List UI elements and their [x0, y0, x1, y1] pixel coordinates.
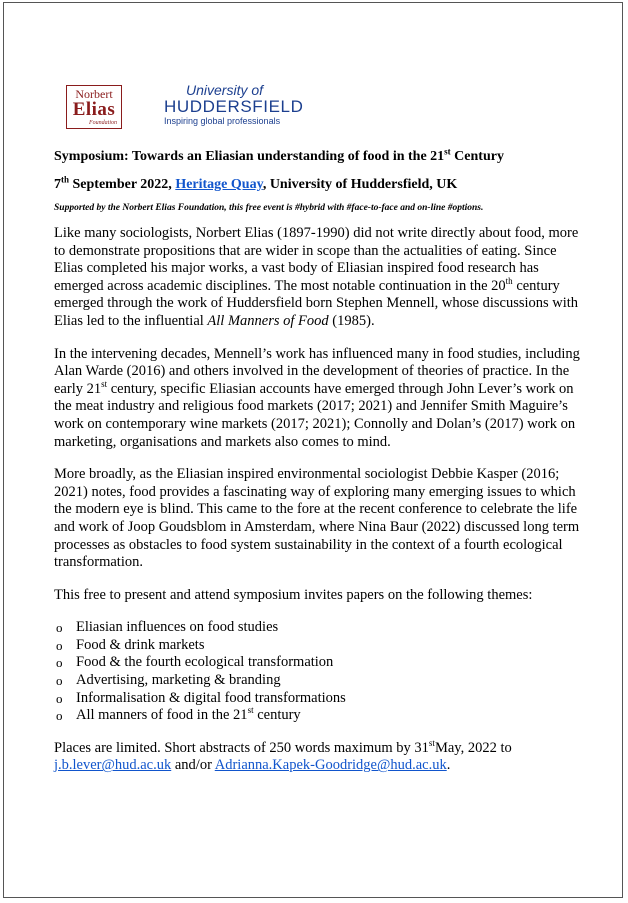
p2-superscript: st: [101, 378, 108, 389]
date-month-year: September 2022,: [69, 177, 176, 192]
theme-item: o Advertising, marketing & branding: [54, 672, 589, 690]
p2-text-a: In the intervening decades, Mennell’s work has influenced many in food studies, including Alan Warde (2016) and others involved in the development of theories of practice. In the early 21: [54, 345, 580, 397]
closing-text-b: May, 2022 to: [434, 739, 512, 756]
logo-text-norbert: Norbert: [75, 87, 113, 101]
theme-6-text-a: All manners of food in the 21: [76, 707, 248, 724]
p1-text-b: century emerged through the work of Huddersfield born Stephen Mennell, whose discussions with Elias led to the influential: [54, 277, 579, 329]
p2-text-b: century, specific Eliasian accounts have emerged through John Lever’s work on the meat industry and religious food markets (2017; 2021) and Jennifer Smith Maguire’s work on contemporary wine markets (2017; 2021); Connolly and Dolan’s (2017) work on marketing, organisations and markets also comes to mind.: [54, 380, 576, 450]
logo-text-university-of: University of: [186, 82, 264, 98]
p1-text-a: Like many sociologists, Norbert Elias (1897-1990) did not write directly about food, more to demonstrate propositions that are wider in scope than the actualities of eating. Since Elias completed his major works, a vast body of Eliasian inspired food research has emerged across academic disciplines. The most notable continuation in the 20: [54, 225, 579, 294]
date-superscript: th: [61, 174, 70, 185]
norbert-elias-foundation-logo: [66, 85, 122, 129]
email-link-kapek-goodridge[interactable]: Adrianna.Kapek-Goodridge@hud.ac.uk: [214, 757, 447, 774]
document-content: [54, 148, 589, 790]
logo-text-tagline: Inspiring global professionals: [164, 116, 281, 126]
theme-item: o Informalisation & digital food transformations: [54, 690, 589, 708]
title-text: Symposium: Towards an Eliasian understanding of food in the 21: [54, 149, 445, 164]
paragraph-more-broadly: More broadly, as the Eliasian inspired environmental sociologist Debbie Kasper (2016; 2021) notes, food provides a fascinating way of exploring many emerging issues to which the modern eye is blind. This came to the fore at the recent conference to celebrate the life and work of Joop Goudsblom in Amsterdam, where Nina Baur (2022) discussed long term processes as obstacles to food system sustainability in the context of a fourth ecological transformation.: [54, 466, 580, 571]
theme-item: o Eliasian influences on food studies: [54, 619, 589, 637]
themes-list: [54, 619, 589, 725]
closing-text-a: Places are limited. Short abstracts of 250 words maximum by 31: [54, 739, 429, 756]
theme-6-superscript: st: [247, 705, 254, 716]
logo-text-foundation: Foundation: [89, 120, 117, 126]
logo-text-huddersfield: HUDDERSFIELD: [164, 97, 304, 116]
closing-period: .: [446, 757, 451, 774]
symposium-title: [54, 148, 589, 166]
support-statement: Supported by the Norbert Elias Foundation, this free event is #hybrid with #face-to-face and on-line #options.: [54, 203, 484, 213]
heritage-quay-link[interactable]: Heritage Quay: [175, 177, 263, 192]
date-day: 7: [54, 177, 61, 192]
closing-superscript: st: [428, 738, 435, 749]
paragraph-intro: [54, 225, 589, 331]
theme-6-text-b: century: [253, 707, 301, 724]
theme-item: [54, 707, 589, 725]
closing-and-or: and/or: [171, 757, 215, 774]
title-superscript: st: [444, 146, 451, 157]
event-date-venue: [54, 176, 589, 194]
email-link-lever[interactable]: j.b.lever@hud.ac.uk: [54, 757, 172, 774]
theme-item: o Food & the fourth ecological transformation: [54, 654, 589, 672]
theme-item: o Food & drink markets: [54, 637, 589, 655]
p1-superscript: th: [505, 275, 513, 286]
title-end-text: Century: [450, 149, 504, 164]
university-of-huddersfield-logo: [164, 82, 304, 126]
paragraph-invitation: This free to present and attend symposium invites papers on the following themes:: [54, 586, 533, 603]
logo-text-elias: Elias: [72, 99, 116, 120]
p1-text-c: (1985).: [328, 312, 375, 329]
paragraph-intervening-decades: [54, 346, 589, 452]
book-title-all-manners-of-food: All Manners of Food: [207, 312, 329, 329]
paragraph-closing: [54, 740, 589, 775]
venue-university: , University of Huddersfield, UK: [262, 177, 458, 192]
document-page: [3, 2, 623, 898]
